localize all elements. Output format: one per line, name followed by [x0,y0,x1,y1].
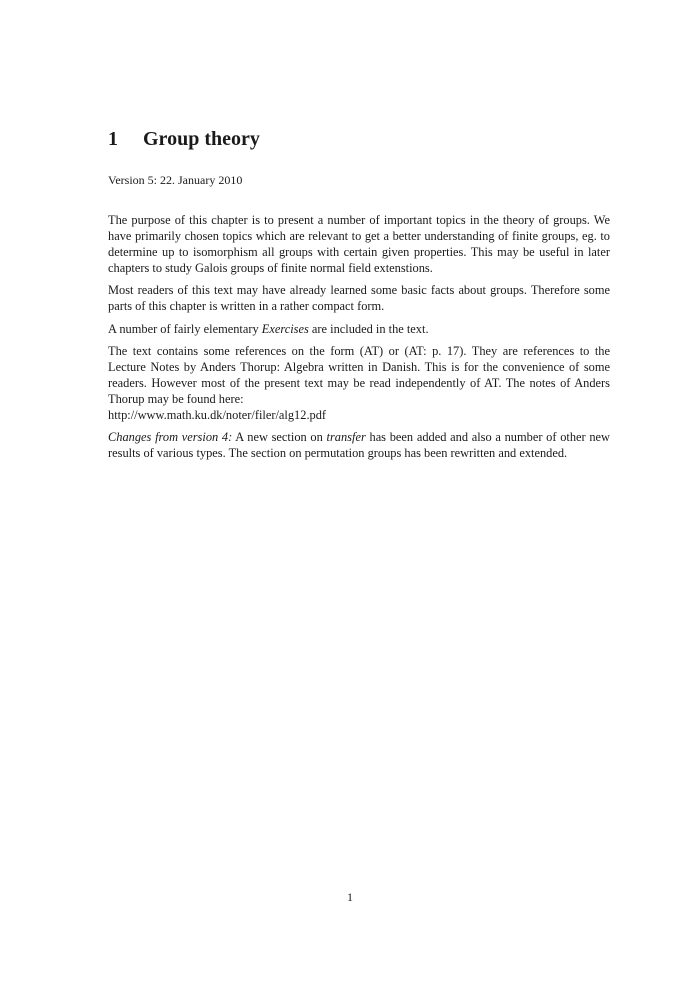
paragraph-readers: Most readers of this text may have already learned some basic facts about groups. Therefore some parts of this chapter is written in a rather compact form. [108,283,610,314]
version-line: Version 5: 22. January 2010 [108,173,243,187]
exercises-emphasis: Exercises [261,321,309,336]
section-title: Group theory [143,128,260,150]
section-number: 1 [108,128,118,150]
exercises-text-after: are included in the text. [308,321,429,336]
changes-text-mid: A new section on [232,430,327,445]
section-heading [108,126,610,152]
changes-text-rest: has been added and also a number of other new results of various types. The section on permutation groups has been rewritten and extended. [108,430,611,461]
references-text: The text contains some references on the form (AT) or (AT: p. 17). They are references to the Lecture Notes by Anders Thorup: Algebra written in Danish. This is for the convenience of some readers. However most of the present text may be read independently of AT. The notes of Anders Thorup may be found here: [108,343,610,406]
paragraph-purpose: The purpose of this chapter is to present a number of important topics in the theory of groups. We have primarily chosen topics which are relevant to get a better understanding of finite groups, eg. to determine up to isomorphism all groups with certain given properties. This may be useful in later chapters to study Galois groups of finite normal field extenstions. [108,213,610,276]
lecture-notes-url[interactable]: http://www.math.ku.dk/noter/filer/alg12.pdf [108,408,327,423]
page-number: 1 [347,890,353,904]
changes-lead: Changes from version 4: [108,430,233,445]
paragraph-references [108,343,610,423]
paragraph-exercises [108,321,610,337]
changes-emphasis-transfer: transfer [326,430,366,445]
paragraph-changes [108,429,610,461]
page-content [108,126,610,467]
exercises-text-before: A number of fairly elementary [108,321,262,336]
